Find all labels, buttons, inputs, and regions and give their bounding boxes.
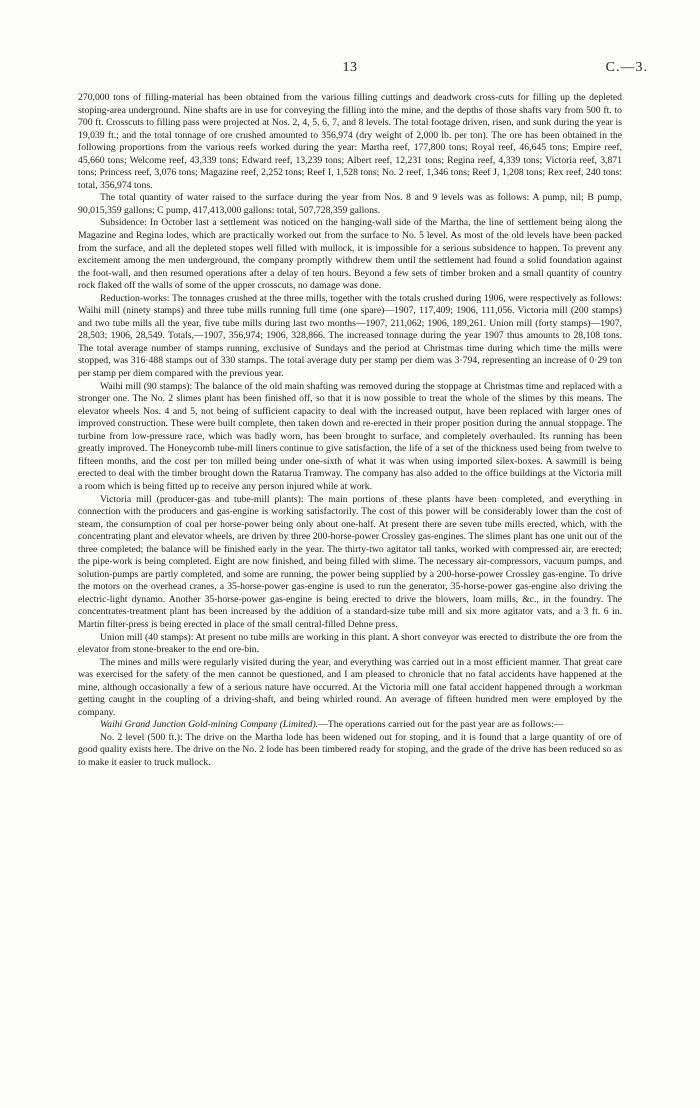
body-text bbox=[78, 92, 622, 770]
paragraph-waihi-mill: Waihi mill (90 stamps): The balance of the old main shafting was removed during the stoppage at Christmas time and replaced with a stronger one. The No. 2 slimes plant has been finished off, so that it is now possible to treat the whole of the slimes by this means. The elevator wheels Nos. 4 and 5, not being of sufficient capacity to deal with the increased output, have been replaced with larger ones of improved construction. These were built complete, then taken down and re-erected in their proper position during the annual stoppage. The turbine from low-pressure race, which was badly worn, has been brought to surface, and completely overhauled. Its running has been greatly improved. The Honeycomb tube-mill liners continue to give satisfaction, the life of a set of the thickness used being from twelve to fifteen months, and the cost per ton milled being under one-sixth of what it was when using imported silex-boxes. A sawmill is being erected to deal with the timber brought down the Ratarua Tramway. The company has also added to the office buildings at the Victoria mill a room which is being fitted up to receive any person injured while at work. bbox=[78, 380, 622, 492]
page-header bbox=[0, 60, 700, 80]
paragraph-no2-level: No. 2 level (500 ft.): The drive on the Martha lode has been widened out for stoping, and it is found that a large quantity of ore of good quality exists here. The drive on the No. 2 lode has been timbered ready for stoping, and the grade of the drive has been reduced so as to make it easier to truck mullock. bbox=[78, 731, 622, 768]
paragraph-reduction-works: Reduction-works: The tonnages crushed at the three mills, together with the totals crushed during 1906, were respectively as follows: Waihi mill (ninety stamps) and three tube mills running full time (one spare)—1907, 117,409; 1906, 111,056. Victoria mill (200 stamps) and two tube mills all the year, five tube mills during last two months—1907, 211,062; 1906, 189,261. Union mill (forty stamps)—1907, 28,503; 1906, 28,549. Totals,—1907, 356,974; 1906, 328,866. The increased tonnage during the year 1907 thus amounts to 28,108 tons. The total average number of stamps running, exclusive of Sundays and the period at Christmas time during which time the mills were stopped, was 316·488 stamps out of 330 stamps. The total average duty per stamp per diem was 3·794, representing an increase of 0·29 ton per stamp per diem compared with the previous year. bbox=[78, 292, 622, 380]
paragraph-water: The total quantity of water raised to the surface during the year from Nos. 8 and 9 levels was as follows: A pump, nil; B pump, 90,015,359 gallons; C pump, 417,413,000 gallons: total, 507,728,359 gallons. bbox=[78, 192, 622, 216]
company-name: Waihi Grand Junction Gold-mining Company (Limited). bbox=[100, 719, 319, 731]
paragraph-inspection: The mines and mills were regularly visited during the year, and everything was carried out in a most efficient manner. That great care was exercised for the safety of the men cannot be questioned, and I am pleased to chronicle that no fatal accidents have happened at the mine, although occasionally a few of a serious nature have occurred. At the Victoria mill one fatal accident happened through a workman getting caught in the coupling of a driving-shaft, and being whirled round. An average of fifteen hundred men were employed by the company. bbox=[78, 656, 622, 718]
paragraph-filling: 270,000 tons of filling-material has been obtained from the various filling cuttings and deadwork cross-cuts for filling up the depleted stoping-area underground. Nine shafts are in use for conveying the filling into the mine, and the depths of those shafts vary from 500 ft. to 700 ft. Crosscuts to filling pass were projected at Nos. 2, 4, 5, 6, 7, and 8 levels. The total footage driven, risen, and sunk during the year is 19,039 ft.; and the total tonnage of ore crushed amounted to 356,974 (dry weight of 2,000 lb. per ton). The ore has been obtained in the following proportions from the various reefs worked during the year: Martha reef, 177,800 tons; Royal reef, 46,645 tons; Empire reef, 45,660 tons; Welcome reef, 43,339 tons; Edward reef, 13,239 tons; Albert reef, 12,231 tons; Regina reef, 4,339 tons; Victoria reef, 3,871 tons; Princess reef, 3,076 tons; Magazine reef, 2,252 tons; Reef I, 1,528 tons; No. 2 reef, 1,346 tons; Reef J, 1,208 tons; Rex reef, 240 tons: total, 356,974 tons. bbox=[78, 92, 622, 191]
page-number: 13 bbox=[342, 60, 358, 75]
page-reference: C.—3. bbox=[605, 60, 648, 75]
paragraph-victoria-mill: Victoria mill (producer-gas and tube-mill plants): The main portions of these plants have been completed, and everything in connection with the producers and gas-engine is working satisfactorily. The cost of this power will be considerably lower than the cost of steam, the consumption of coal per horse-power being only about one-half. At present there are seven tube mills erected, which, with the concentrating plant and elevator wheels, are driven by three 200-horse-power Crossley gas-engines. The slimes plant has one unit out of the three completed; the balance will be finished early in the year. The thirty-two agitator tall tanks, worked with compressed air, are erected; the pipe-work is being completed. Eight are now finished, and being filled with slime. The necessary air-compressors, vacuum pumps, and solution-pumps are partly completed, and some are running, the power being supplied by a 200-horse-power Crossley gas-engine. To drive the motors on the overhead cranes, a 35-horse-power gas-engine is used to run the generator, 35-horse-power gas-engine also driving the electric-light dynamo. Another 35-horse-power gas-engine is being erected to drive the blowers, loam mills, &c., in the foundry. The concentrates-treatment plant has been increased by the addition of a standard-size tube mill and six more agitator vats, and a 3 ft. 6 in. Martin filter-press is being erected in place of the small central-filled Dehne press. bbox=[78, 493, 622, 630]
grand-junction-intro: —The operations carried out for the past year are as follows:— bbox=[318, 719, 564, 731]
paragraph-subsidence: Subsidence: In October last a settlement was noticed on the hanging-wall side of the Martha, the line of settlement being along the Magazine and Regina lodes, which are practically worked out from the surface to No. 5 level. As most of the old levels have been packed from the surface, and all the depleted stopes well filled with mullock, it is impossible for a serious subsidence to happen. To prevent any excitement among the men underground, the company promptly withdrew them until the settlement had found a solid foundation against the foot-wall, and then resumed operations after a delay of ten hours. Beyond a few sets of timber broken and a small quantity of country rock flaked off the walls of some of the upper crosscuts, no damage was done. bbox=[78, 217, 622, 292]
paragraph-union-mill: Union mill (40 stamps): At present no tube mills are working in this plant. A short conveyor was erected to distribute the ore from the elevator from stone-breaker to the end ore-bin. bbox=[78, 631, 622, 656]
paragraph-grand-junction bbox=[78, 719, 622, 732]
